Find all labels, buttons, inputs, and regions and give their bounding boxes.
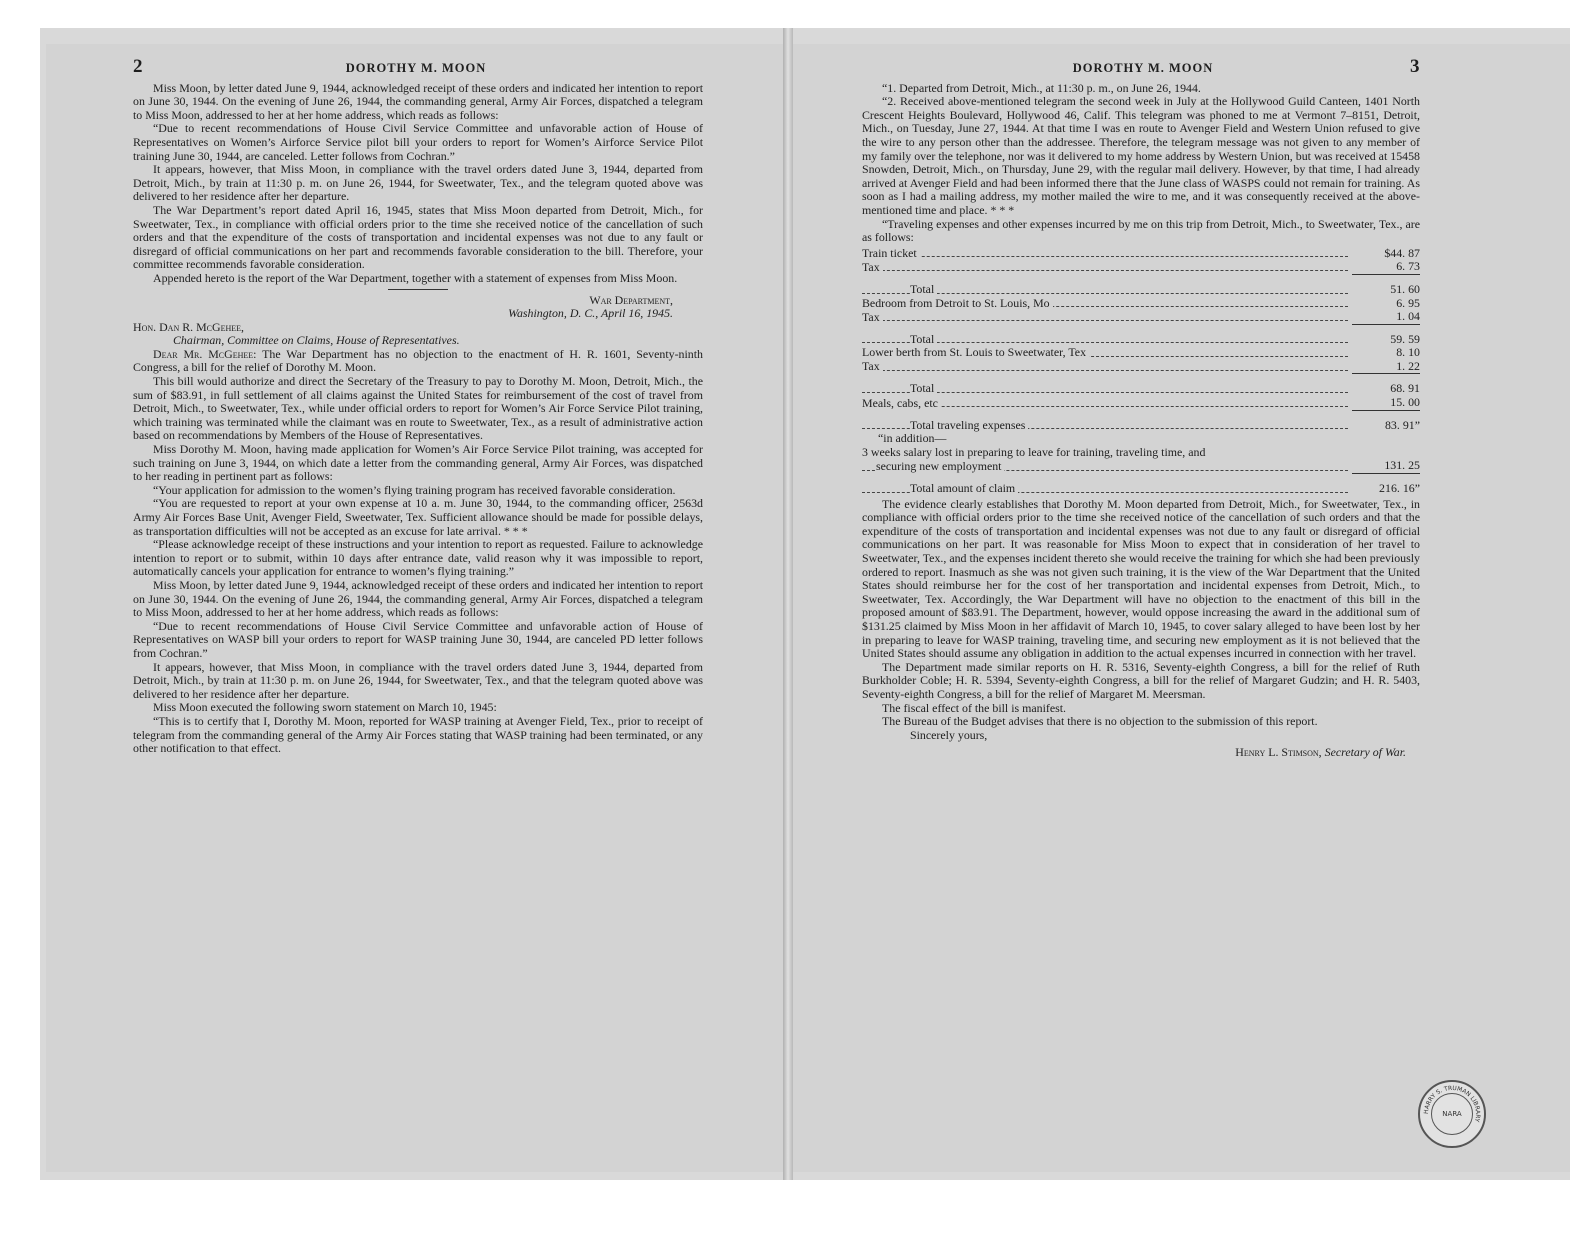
- expense-label: Bedroom from Detroit to St. Louis, Mo: [862, 297, 1053, 310]
- paragraph: Miss Moon, by letter dated June 9, 1944, acknowledged receipt of these orders and indicated her intention to report on June 30, 1944. On the evening of June 26, 1944, the commanding general, Army Air Forces, dispatched a telegram to Miss Moon, addressed to her at her home address, which reads as follows:: [133, 577, 703, 620]
- expense-label: Total: [910, 283, 937, 296]
- expense-label: Lower berth from St. Louis to Sweetwater, Tex: [862, 346, 1089, 359]
- book-gutter: [783, 28, 793, 1180]
- stamp-ring-icon: [1420, 1082, 1484, 1146]
- letterhead-department: War Department,: [589, 292, 673, 307]
- expense-amount: 68. 91: [1390, 381, 1420, 396]
- expense-amount: 8. 10: [1396, 345, 1420, 360]
- paragraph: The War Department’s report dated April 16, 1945, states that Miss Moon departed from Detroit, Mich., for Sweetwater, Tex., in compliance with official orders prior to the time she received notice of the cancellation of such orders and that the expenditure of the costs of transportation and incidental expenses was not due to any fault or disregard of official communications on her part and recommends favorable consideration to the bill. Therefore, your committee recommends favorable consideration.: [133, 202, 703, 272]
- expense-row: [862, 459, 1420, 473]
- paragraph: Appended hereto is the report of the War Department, together with a statement of expenses from Miss Moon.: [153, 270, 678, 285]
- stamp-center: NARA: [1431, 1093, 1473, 1135]
- paragraph: Miss Moon, by letter dated June 9, 1944, acknowledged receipt of these orders and indicated her intention to report on June 30, 1944. On the evening of June 26, 1944, the commanding general, Army Air Forces, dispatched a telegram to Miss Moon, addressed to her at her home address, which reads as follows:: [133, 80, 703, 122]
- paragraph: The fiscal effect of the bill is manifest.: [882, 700, 1067, 715]
- expense-row: [862, 346, 1420, 360]
- sworn-statement: “This is to certify that I, Dorothy M. Moon, reported for WASP training at Avenger Field, Tex., prior to receipt of telegram from the commanding general of the Army Air Forces stating that WASP training had been terminated, or any other notification to that effect.: [133, 713, 703, 756]
- expense-grand-total-row: [862, 482, 1420, 496]
- paragraph: The Bureau of the Budget advises that there is no objection to the submission of this report.: [882, 714, 1318, 729]
- left-running-head: [133, 56, 703, 77]
- statement-item: “Traveling expenses and other expenses incurred by me on this trip from Detroit, Mich., to Sweetwater, Tex., are as follows:: [862, 216, 1420, 245]
- paragraph: This bill would authorize and direct the Secretary of the Treasury to pay to Dorothy M. Moon, Detroit, Mich., the sum of $83.91, in full settlement of all claims against the United States for reimbursement of the cost of travel from Detroit, Mich., to Sweetwater, Tex., while under official orders to report for Women’s Air Force Service Pilot training, which training was terminated while the claimant was en route to Sweetwater, Tex., as a result of administrative action based on recommendations by Members of the House of Representatives.: [133, 374, 703, 443]
- truman-library-stamp: [1418, 1080, 1486, 1148]
- expense-label: Total amount of claim: [910, 482, 1018, 495]
- addressee-title: Chairman, Committee on Claims, House of Representatives.: [173, 333, 460, 348]
- letter-opening: [133, 348, 703, 375]
- paragraph: The Department made similar reports on H. R. 5316, Seventy-eighth Congress, a bill for the relief of Ruth Burkholder Coble; H. R. 5394, Seventy-eighth Congress, a bill for the relief of Margaret Gudzin; and H. R. 5403, Seventy-eighth Congress, a bill for the relief of Margaret M. Meersman.: [862, 659, 1420, 701]
- right-page-number: 3: [1409, 56, 1420, 77]
- expense-row: [862, 310, 1420, 324]
- expense-row: [862, 247, 1420, 261]
- expense-label: Tax: [862, 360, 883, 374]
- expense-total-row: [862, 283, 1420, 297]
- expense-row: [862, 360, 1420, 374]
- right-running-head: [862, 56, 1420, 77]
- signer-name: Henry L. Stimson,: [1235, 745, 1322, 760]
- quoted-letter: “Please acknowledge receipt of these instructions and your intention to report as requested. Failure to acknowledge intention to report or to submit, within 10 days after entrance date, valid reason why it was impossible to report, automatically cancels your application for entrance to women’s flying training.”: [133, 537, 703, 579]
- expense-row: [862, 297, 1420, 311]
- right-page-text: [862, 56, 1420, 760]
- left-page-text: [133, 56, 703, 756]
- addressee-name: Hon. Dan R. McGehee,: [133, 319, 244, 334]
- expense-label: Tax: [862, 260, 883, 274]
- expense-amount: 59. 59: [1390, 331, 1420, 346]
- statement-item: “2. Received above-mentioned telegram the second week in July at the Hollywood Guild Canteen, 1401 North Crescent Heights Boulevard, Hollywood 46, Calif. This telegram was phoned to me at Vermont 7–8151, Detroit, Mich., on Tuesday, June 27, 1944. At that time I was en route to Avenger Field and Western Union refused to give the wire to any person other than the addressee. Therefore, the telegram message was not given to any member of my family over the telephone, nor was it delivered to my home address by Western Union, but was received at 15458 Snowden, Detroit, Mich., on Thursday, June 29, with the regular mail delivery. However, by that time, I had already arrived at Avenger Field and had been informed there that the June class of WASPS could not remain for training. As soon as I had a mailing address, my mother mailed the wire to me, and it was consequently received at the above-mentioned time and place. * * *: [862, 94, 1420, 217]
- expense-label: “in addition—: [878, 432, 949, 445]
- expense-amount: 51. 60: [1390, 281, 1420, 296]
- expense-amount: 6. 95: [1396, 295, 1420, 310]
- expense-label: Meals, cabs, etc: [862, 396, 941, 410]
- section-divider: [388, 289, 448, 290]
- expense-row: [862, 396, 1420, 410]
- expense-label: Total traveling expenses: [910, 419, 1028, 432]
- signer-title: Secretary of War.: [1324, 745, 1406, 760]
- expense-table: [862, 247, 1420, 496]
- expense-label: Total: [910, 333, 937, 346]
- paragraph: The evidence clearly establishes that Dorothy M. Moon departed from Detroit, Mich., for Sweetwater, Tex., in compliance with official orders prior to the time she received notice of the cancellation of such orders and that the expenditure of the costs of transportation and incidental expenses was not due to any fault or disregard of official communications on her part. It was reasonable for Miss Moon to expect that in consideration of her travel to Sweetwater, Tex., and the expenses incident thereto she would receive the training for which she had been previously ordered to report. Inasmuch as she was not given such training, it is the view of the War Department that the United States should reimburse her for the cost of her transportation and incidental expenses from Detroit, Mich., to Sweetwater, Tex. Accordingly, the War Department will have no objection to the enactment of this bill in the proposed amount of $83.91. The Department, however, would oppose increasing the award in the additional sum of $131.25 claimed by Miss Moon in her affidavit of March 10, 1945, to cover salary alleged to have been lost by her in preparing to leave for WASP training, traveling time, and securing new employment as it is not believed that the United States should assume any obligation in addition to the actual expenses incurred in connection with her travel.: [862, 496, 1420, 661]
- expense-amount: 216. 16”: [1379, 481, 1420, 496]
- stamp-ring-text: HARRY S. TRUMAN LIBRARY: [1422, 1084, 1482, 1123]
- expense-row: [862, 446, 1420, 460]
- left-page-number: 2: [133, 56, 143, 77]
- opening-sentence: The War Department has no objection to the enactment of H. R. 1601, Seventy-ninth Congress, a bill for the relief of Dorothy M. Moon.: [133, 346, 703, 375]
- expense-label: 3 weeks salary lost in preparing to leave for training, traveling time, and: [862, 446, 1208, 459]
- paragraph: Miss Moon executed the following sworn statement on March 10, 1945:: [153, 700, 497, 715]
- expense-label: securing new employment: [876, 459, 1004, 473]
- left-running-title: DOROTHY M. MOON: [345, 61, 487, 75]
- salutation: Dear Mr. McGehee:: [153, 346, 257, 361]
- paragraph: It appears, however, that Miss Moon, in compliance with the travel orders dated June 3, 1944, departed from Detroit, Mich., by train at 11:30 p. m. on June 26, 1944, for Sweetwater, Tex., and the telegram quoted above was delivered to her residence after her departure.: [133, 162, 703, 204]
- expense-label: Total: [910, 382, 937, 395]
- quoted-telegram: “Due to recent recommendations of House Civil Service Committee and unfavorable action of House of Representatives on Women’s Airforce Service pilot bill your orders to report for Women’s Airforce Service Pilot training June 30, 1944, are canceled. Letter follows from Cochran.”: [133, 121, 703, 163]
- expense-row: [862, 432, 1420, 446]
- expense-label: Tax: [862, 310, 883, 324]
- expense-total-row: [862, 419, 1420, 433]
- expense-total-row: [862, 333, 1420, 347]
- expense-row: [862, 260, 1420, 274]
- expense-total-row: [862, 382, 1420, 396]
- closing: Sincerely yours,: [910, 727, 988, 742]
- quoted-letter: “Your application for admission to the women’s flying training program has received favorable consideration.: [153, 482, 676, 497]
- quoted-telegram: “Due to recent recommendations of House Civil Service Committee and unfavorable action of House of Representatives on WASP bill your orders to report for WASP training June 30, 1944, are canceled PD letter follows from Cochran.”: [133, 618, 703, 660]
- signature-line: [862, 746, 1420, 760]
- expense-label: Train ticket: [862, 247, 920, 260]
- expense-amount: 131. 25: [1352, 459, 1420, 473]
- expense-amount: 1. 22: [1352, 360, 1420, 374]
- expense-amount: 1. 04: [1352, 310, 1420, 324]
- expense-amount: $44. 87: [1384, 245, 1420, 260]
- expense-amount: 83. 91”: [1384, 417, 1420, 432]
- letterhead-date: Washington, D. C., April 16, 1945.: [508, 306, 673, 321]
- paragraph: It appears, however, that Miss Moon, in compliance with the travel orders dated June 3, 1944, departed from Detroit, Mich., by train at 11:30 p. m. on June 26, 1944, for Sweetwater, Tex., and that the telegram quoted above was delivered to her residence after her departure.: [133, 659, 703, 701]
- expense-amount: 15. 00: [1352, 396, 1420, 410]
- letterhead: [133, 294, 703, 321]
- quoted-letter: “You are requested to report at your own expense at 10 a. m. June 30, 1944, to the commanding officer, 2563d Army Air Forces Base Unit, Avenger Field, Sweetwater, Tex. Sufficient allowance should be made for possible delays, as transportation difficulties will not be accepted as an excuse for late arrival. * * *: [133, 496, 703, 538]
- paragraph: Miss Dorothy M. Moon, having made application for Women’s Air Force Service Pilot training, was accepted for such training on June 3, 1944, on which date a letter from the commanding general, Army Air Forces, was dispatched to her reading in pertinent part as follows:: [133, 442, 703, 484]
- statement-item: “1. Departed from Detroit, Mich., at 11:30 p. m., on June 26, 1944.: [882, 80, 1201, 95]
- right-running-title: DOROTHY M. MOON: [1072, 61, 1214, 75]
- expense-amount: 6. 73: [1352, 260, 1420, 274]
